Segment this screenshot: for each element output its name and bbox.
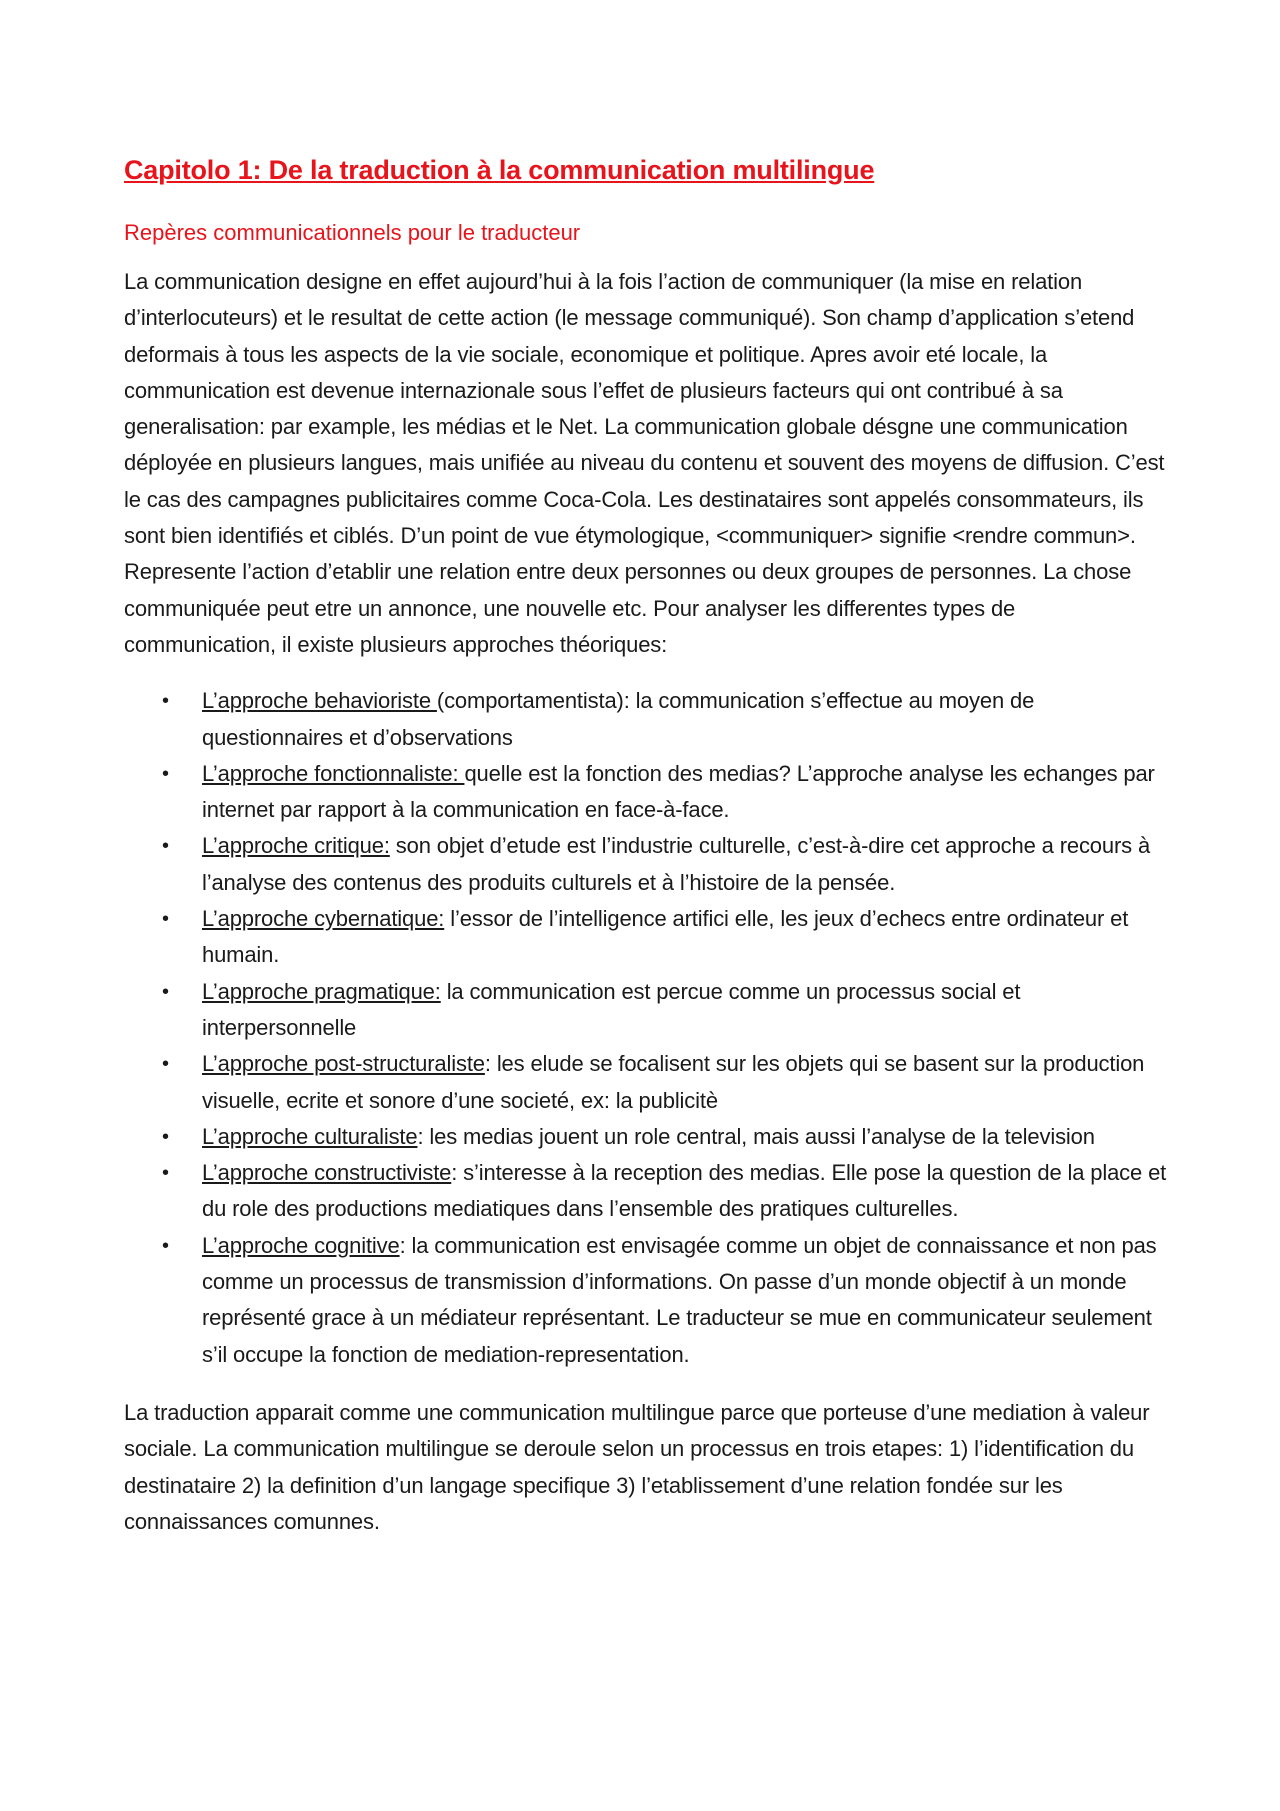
approach-term: L’approche cybernatique: xyxy=(202,906,445,932)
bullet-icon: • xyxy=(162,835,169,858)
approach-description: : les medias jouent un role central, mais aussi l’analyse de la television xyxy=(417,1123,1095,1149)
intro-paragraph: La communication designe en effet aujourd’hui à la fois l’action de communiquer (la mise en relation d’interlocuteurs) et le resultat de cette action (le message communiqué). Son champ d’application s’etend deformais à tous les aspects de la vie sociale, economique et politique. Apres avoir eté locale, la communication est devenue internazionale sous l’effet de plusieurs facteurs qui ont contribué à sa generalisation: par example, les médias et le Net. La communication globale désgne une communication déployée en plusieurs langues, mais unifiée au niveau du contenu et souvent des moyens de diffusion. C’est le cas des campagnes publicitaires comme Coca-Cola. Les destinataires sont appelés consommateurs, ils sont bien identifiés et ciblés. D’un point de vue étymologique, <communiquer> signifie <rendre commun>. Represente l’action d’etablir une relation entre deux personnes ou deux groupes de personnes. La chose communiquée peut etre un annonce, une nouvelle etc. Pour analyser les differentes types de communication, il existe plusieurs approches théoriques: xyxy=(124,269,1165,657)
bullet-icon: • xyxy=(162,1053,169,1076)
bullet-icon: • xyxy=(162,980,169,1003)
approach-description: son objet d’etude est l’industrie culturelle, c’est-à-dire cet approche a recours à l’analyse des contenus des produits culturels et à l’histoire de la pensée. xyxy=(202,833,1151,895)
bullet-icon: • xyxy=(162,1125,169,1148)
approaches-list xyxy=(124,683,1170,1373)
conclusion-paragraph: La traduction apparait comme une communication multilingue parce que porteuse d’une mediation à valeur sociale. La communication multilingue se deroule selon un processus en trois etapes: 1) l’identification du destinataire 2) la definition d’un langage specifique 3) l’etablissement d’une relation fondée sur les connaissances comunnes. xyxy=(124,1399,1150,1534)
list-item xyxy=(124,1046,1170,1119)
approach-term: L’approche constructiviste xyxy=(202,1160,452,1186)
list-item xyxy=(124,828,1170,901)
bullet-icon: • xyxy=(162,1162,169,1185)
approach-term: L’approche fonctionnaliste: xyxy=(202,760,465,786)
approach-term: L’approche cognitive xyxy=(202,1232,400,1258)
approach-description: la communication est percue comme un processus social et interpersonnelle xyxy=(202,978,1021,1040)
approach-description: l’essor de l’intelligence artifici elle, les jeux d’echecs entre ordinateur et humain. xyxy=(202,906,1129,968)
approach-term: L’approche post-structuraliste xyxy=(202,1051,485,1077)
list-item xyxy=(124,1119,1170,1155)
bullet-icon: • xyxy=(162,690,169,713)
approach-term: L’approche behavioriste xyxy=(202,688,437,714)
list-item xyxy=(124,974,1170,1047)
list-item xyxy=(124,1228,1170,1373)
section-subtitle: Repères communicationnels pour le traducteur xyxy=(124,220,581,245)
bullet-icon: • xyxy=(162,908,169,931)
list-item xyxy=(124,1155,1170,1228)
bullet-icon: • xyxy=(162,1234,169,1257)
approach-description: : les elude se focalisent sur les objets qui se basent sur la production visuelle, ecrite et sonore d’une societé, ex: la publicitè xyxy=(202,1051,1145,1113)
approach-term: L’approche culturaliste xyxy=(202,1123,418,1149)
list-item xyxy=(124,901,1170,974)
list-item xyxy=(124,756,1170,829)
approach-description: : s’interesse à la reception des medias. Elle pose la question de la place et du role des productions mediatiques dans l’ensemble des pratiques culturelles. xyxy=(202,1160,1167,1222)
document-page xyxy=(124,150,1170,1540)
approach-description: quelle est la fonction des medias? L’approche analyse les echanges par internet par rapport à la communication en face-à-face. xyxy=(202,760,1155,823)
approach-term: L’approche pragmatique: xyxy=(202,978,441,1004)
approach-description: : la communication est envisagée comme un objet de connaissance et non pas comme un processus de transmission d’informations. On passe d’un monde objectif à un monde représenté grace à un médiateur représentant. Le traducteur se mue en communicateur seulement s’il occupe la fonction de mediation-representation. xyxy=(202,1232,1157,1367)
bullet-icon: • xyxy=(162,762,169,785)
list-item xyxy=(124,683,1170,756)
approach-description: (comportamentista): la communication s’effectue au moyen de questionnaires et d’observations xyxy=(202,688,1035,750)
chapter-title: Capitolo 1: De la traduction à la communication multilingue xyxy=(124,155,875,185)
approach-term: L’approche critique: xyxy=(202,833,390,859)
